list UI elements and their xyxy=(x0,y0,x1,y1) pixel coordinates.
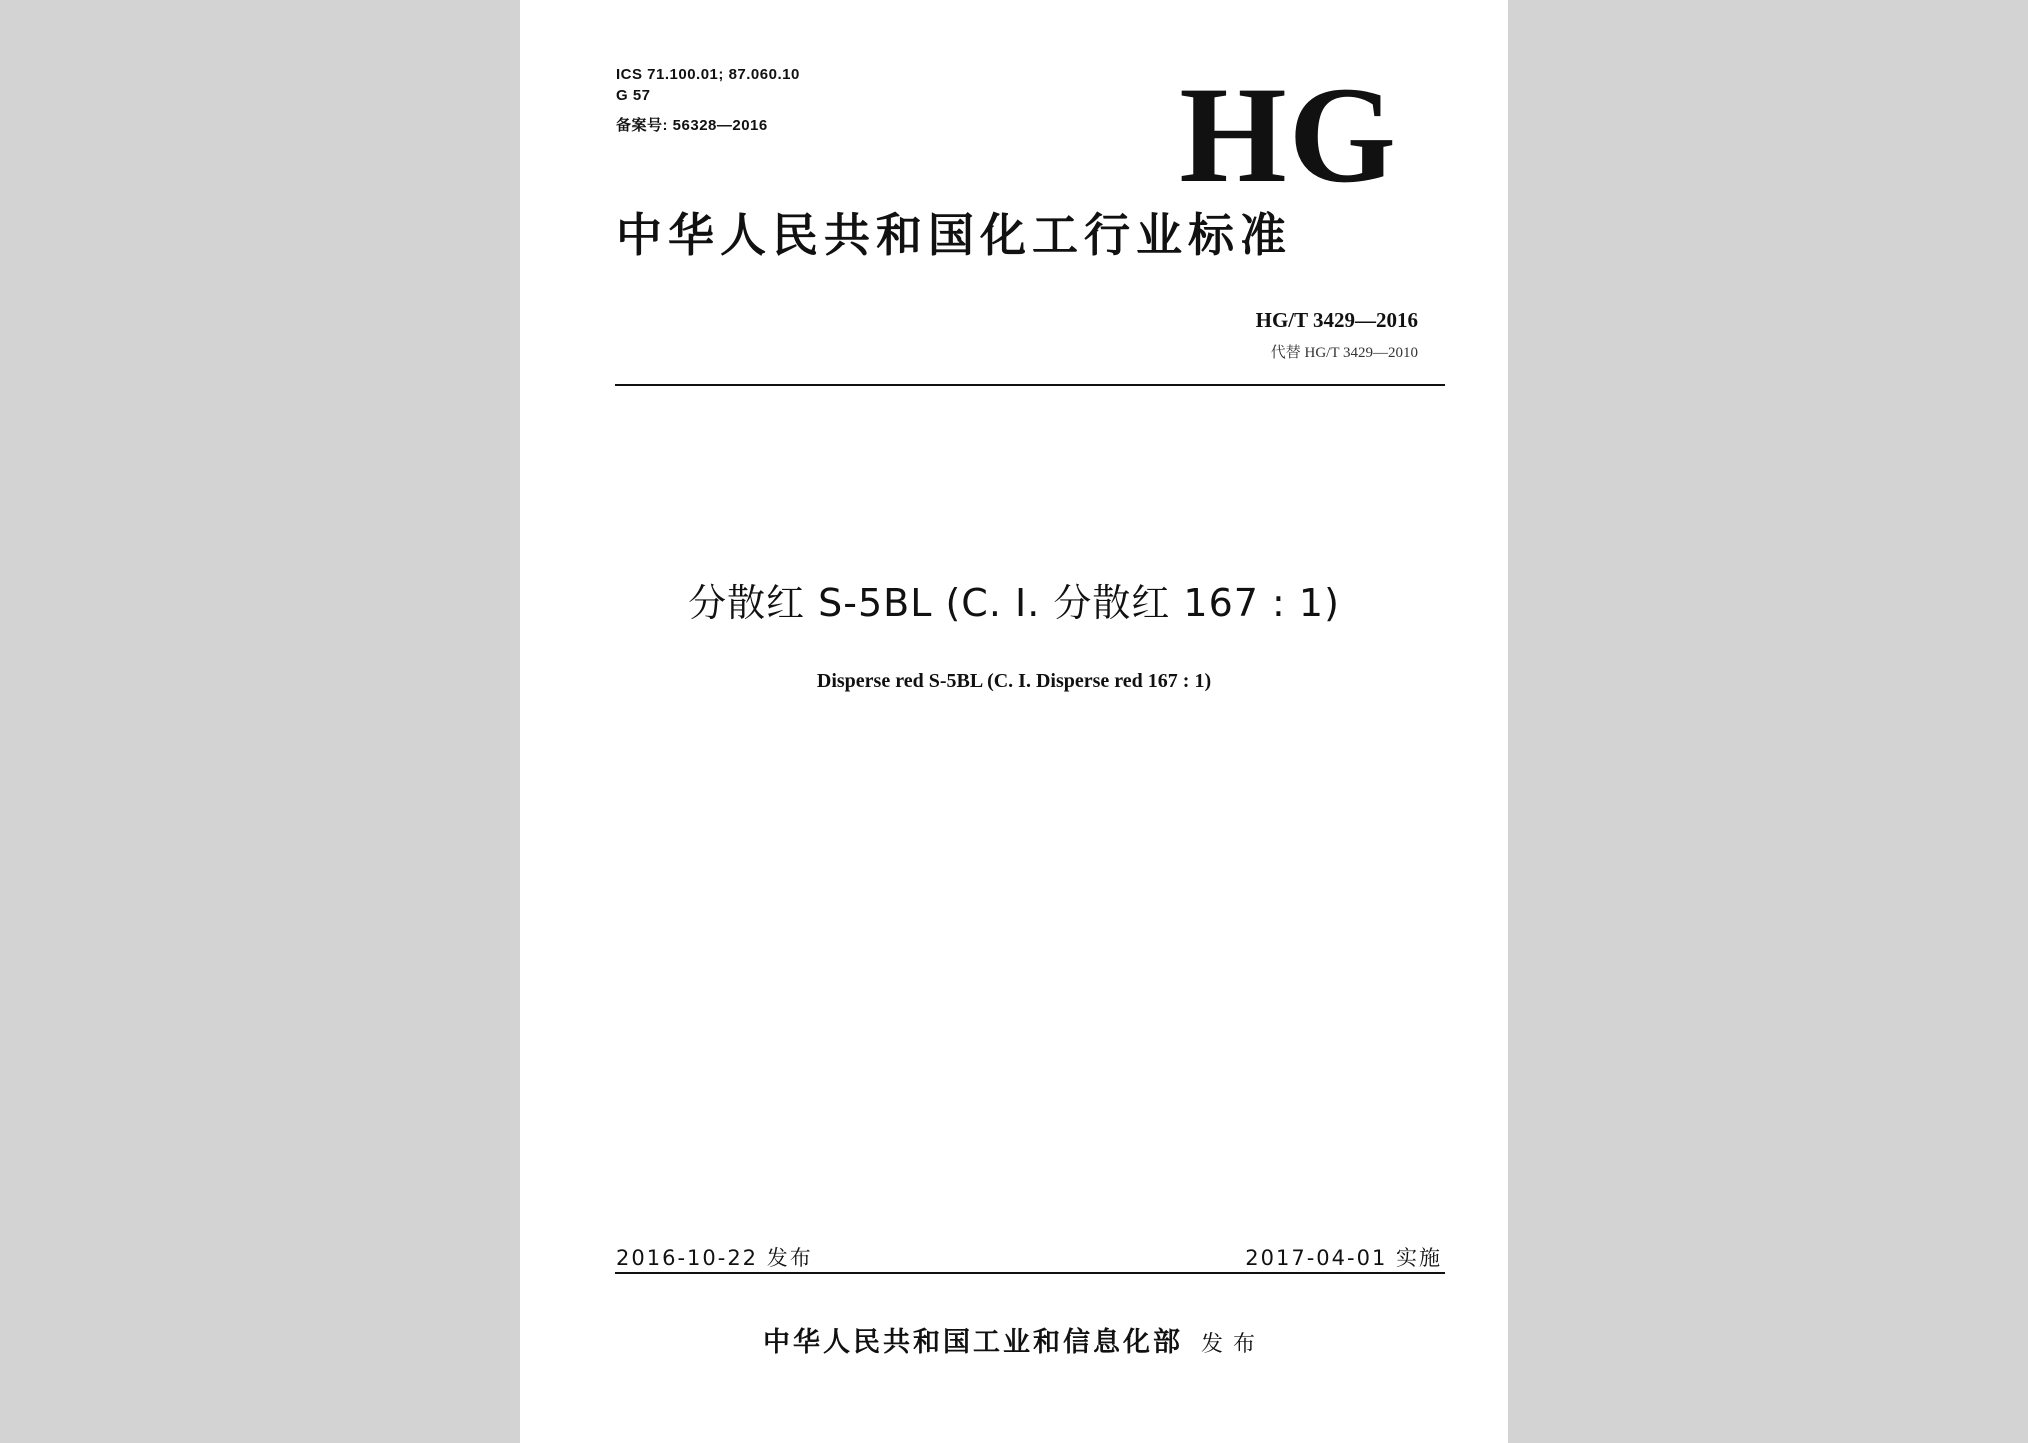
standard-category-title: 中华人民共和国化工行业标准 xyxy=(616,208,1292,262)
top-divider xyxy=(615,384,1445,386)
filing-number: 备案号: 56328—2016 xyxy=(616,117,768,134)
implementation-date: 2017-04-01 实施 xyxy=(1245,1246,1442,1270)
document-page xyxy=(520,0,1508,1443)
hg-logo: HG xyxy=(1179,58,1398,211)
replaces-standard: 代替 HG/T 3429—2010 xyxy=(1270,345,1418,361)
standard-number: HG/T 3429—2016 xyxy=(1255,308,1418,332)
ccs-code: G 57 xyxy=(616,87,651,104)
publisher xyxy=(520,1320,1508,1359)
document-title-en: Disperse red S-5BL (C. I. Disperse red 167 : 1) xyxy=(816,670,1212,692)
publisher-name: 中华人民共和国工业和信息化部 xyxy=(762,1327,1183,1358)
publisher-suffix: 发布 xyxy=(1200,1332,1265,1357)
document-title-cn: 分散红 S-5BL (C. I. 分散红 167 : 1) xyxy=(688,581,1340,625)
bottom-divider xyxy=(615,1272,1445,1274)
ics-code: ICS 71.100.01; 87.060.10 xyxy=(616,66,800,83)
issue-date: 2016-10-22 发布 xyxy=(616,1246,813,1270)
